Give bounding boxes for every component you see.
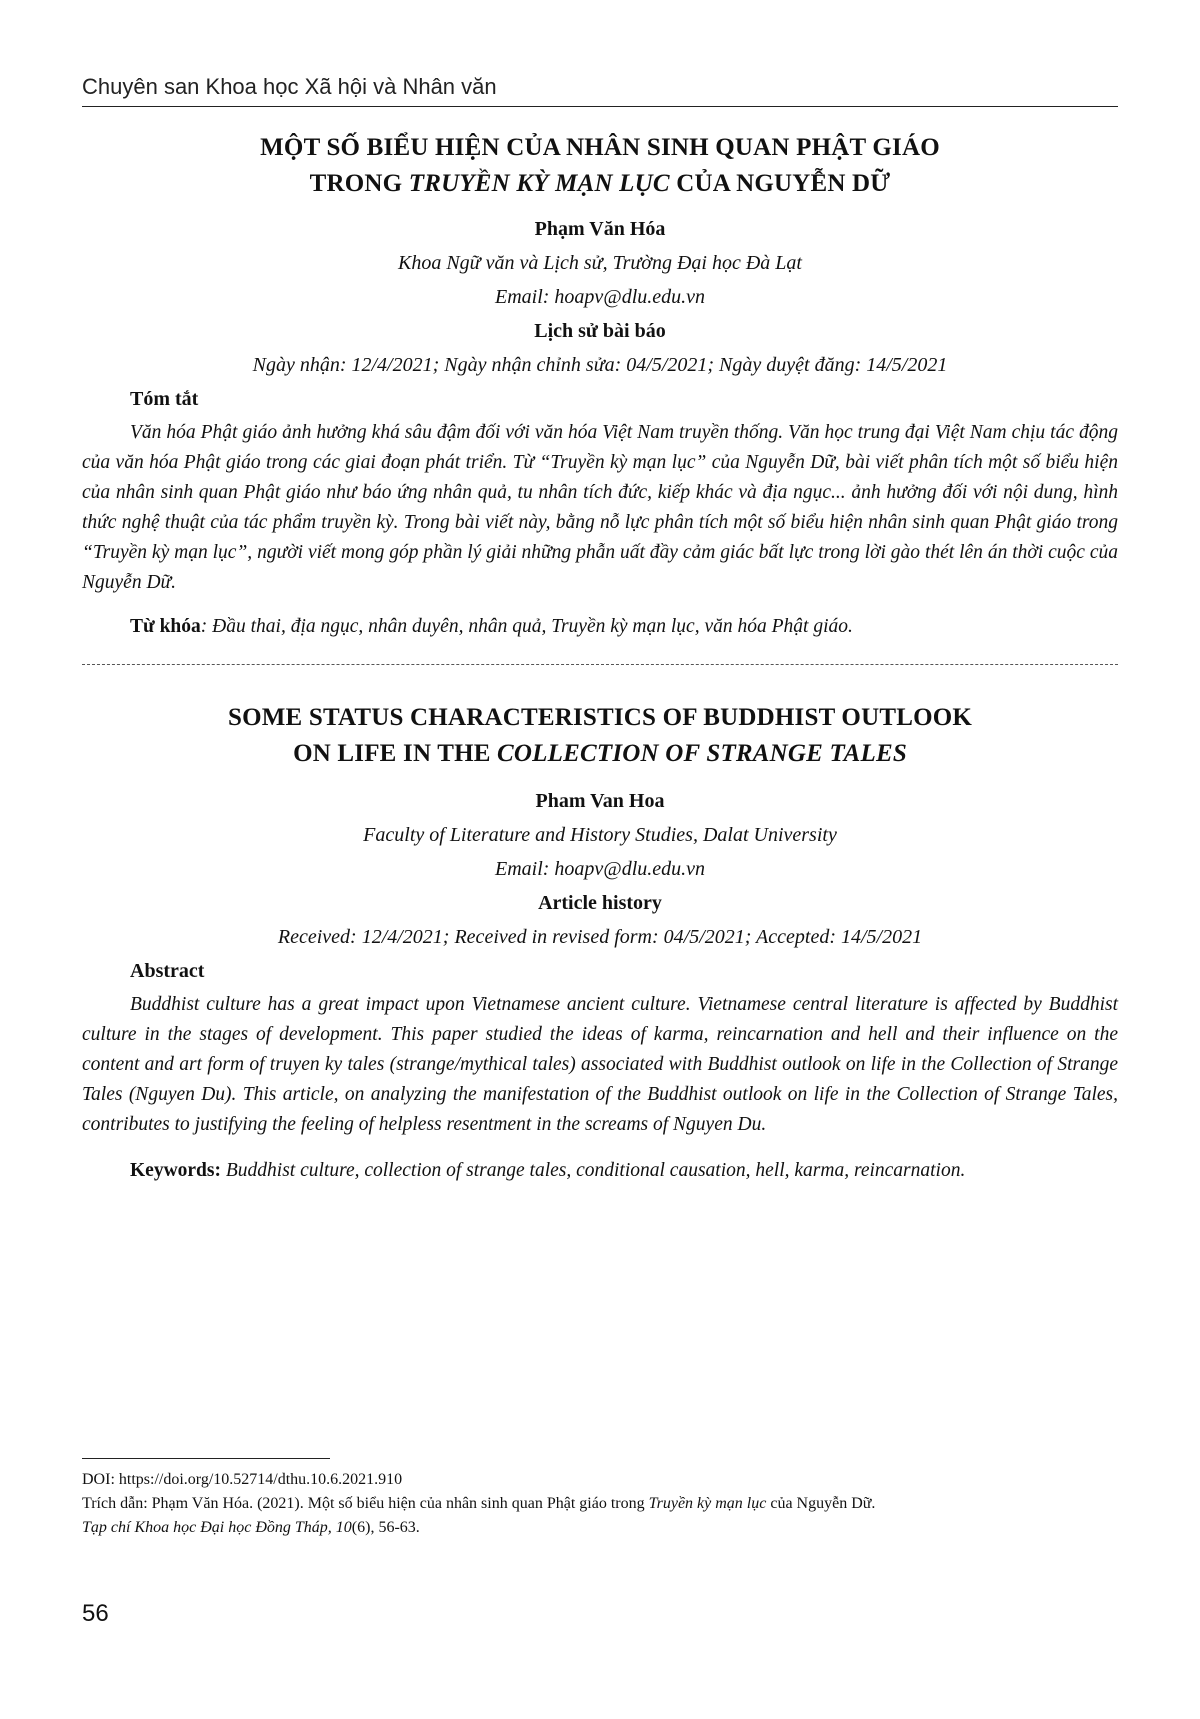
en-abstract	[82, 990, 1118, 1140]
footnote-rule	[82, 1458, 330, 1459]
cite-pre: Trích dẫn: Phạm Văn Hóa. (2021). Một số biểu hiện của nhân sinh quan Phật giáo trong	[82, 1495, 649, 1512]
vi-author: Phạm Văn Hóa	[534, 218, 666, 240]
vi-title-line2	[82, 166, 1118, 202]
vi-title-pre: TRONG	[309, 170, 409, 197]
en-abstract-text: Buddhist culture has a great impact upon Vietnamese ancient culture. Vietnamese central literature is affected by Buddhist culture in the stages of development. This paper studied the ideas of karma, reincarnation and hell and their influence on the content and art form of truyen ky tales (strange/mythical tales) associated with Buddhist outlook on life in the Collection of Strange Tales (Nguyen Du). This article, on analyzing the manifestation of the Buddhist outlook on life in the Collection of Strange Tales, contributes to justifying the feeling of helpless resentment in the screams of Nguyen Du.	[82, 994, 1118, 1135]
vi-keywords-text: : Đầu thai, địa ngục, nhân duyên, nhân quả, Truyền kỳ mạn lục, văn hóa Phật giáo.	[200, 616, 853, 637]
vi-keywords-label: Từ khóa	[130, 616, 201, 637]
en-title-pre: ON LIFE IN THE	[293, 740, 498, 767]
vi-history-label: Lịch sử bài báo	[534, 320, 666, 342]
header-rule	[82, 106, 1118, 107]
en-author: Pham Van Hoa	[535, 790, 665, 812]
en-title	[82, 700, 1118, 772]
footnote-citation	[82, 1492, 1118, 1516]
vi-title	[82, 130, 1118, 202]
section-divider	[82, 664, 1118, 665]
vi-dates: Ngày nhận: 12/4/2021; Ngày nhận chỉnh sửa: 04/5/2021; Ngày duyệt đăng: 14/5/2021	[252, 354, 948, 376]
en-title-line1: SOME STATUS CHARACTERISTICS OF BUDDHIST OUTLOOK	[227, 704, 973, 731]
en-keywords-text: Buddhist culture, collection of strange tales, conditional causation, hell, karma, reincarnation.	[221, 1160, 966, 1181]
vi-affiliation: Khoa Ngữ văn và Lịch sử, Trường Đại học Đà Lạt	[398, 252, 802, 274]
journal-name: Tạp chí Khoa học Đại học Đồng Tháp, 10	[82, 1519, 352, 1536]
cite-post: của Nguyễn Dữ.	[766, 1495, 876, 1512]
en-abstract-label: Abstract	[130, 960, 205, 982]
cite-work: Truyền kỳ mạn lục	[648, 1495, 767, 1512]
journal-post: (6), 56-63.	[351, 1519, 420, 1536]
en-keywords-label: Keywords:	[130, 1160, 221, 1181]
footnote-journal	[82, 1516, 1118, 1540]
vi-abstract-text: Văn hóa Phật giáo ảnh hưởng khá sâu đậm đối với văn hóa Việt Nam truyền thống. Văn học trung đại Việt Nam chịu tác động của văn hóa Phật giáo trong các giai đoạn phát triển. Từ “Truyền kỳ mạn lục” của Nguyễn Dữ, bài viết phân tích một số biểu hiện của nhân sinh quan Phật giáo như báo ứng nhân quả, tu nhân tích đức, kiếp khác và địa ngục... ảnh hưởng đối với nội dung, hình thức nghệ thuật của tác phẩm truyền kỳ. Trong bài viết này, bằng nỗ lực phân tích một số biểu hiện nhân sinh quan Phật giáo trong “Truyền kỳ mạn lục”, người viết mong góp phần lý giải những phẫn uất đầy cảm giác bất lực trong lời gào thét lên án thời cuộc của Nguyễn Dữ.	[82, 422, 1118, 593]
vi-abstract	[82, 418, 1118, 598]
vi-keywords	[82, 616, 1118, 638]
en-keywords	[82, 1160, 1118, 1182]
vi-title-post: CỦA NGUYỄN DỮ	[669, 170, 891, 197]
footnote-doi: DOI: https://doi.org/10.52714/dthu.10.6.2021.910	[82, 1471, 403, 1488]
vi-email: Email: hoapv@dlu.edu.vn	[494, 286, 706, 308]
en-affiliation: Faculty of Literature and History Studies, Dalat University	[363, 824, 837, 846]
running-header: Chuyên san Khoa học Xã hội và Nhân văn	[82, 74, 497, 99]
en-history-label: Article history	[538, 892, 662, 914]
en-title-work: COLLECTION OF STRANGE TALES	[497, 740, 907, 767]
en-title-line2	[82, 736, 1118, 772]
vi-title-line1: MỘT SỐ BIỂU HIỆN CỦA NHÂN SINH QUAN PHẬT GIÁO	[260, 134, 940, 161]
en-dates: Received: 12/4/2021; Received in revised form: 04/5/2021; Accepted: 14/5/2021	[277, 926, 923, 948]
vi-abstract-label: Tóm tắt	[130, 388, 199, 410]
vi-title-work: TRUYỀN KỲ MẠN LỤC	[408, 170, 670, 197]
en-email: Email: hoapv@dlu.edu.vn	[494, 858, 706, 880]
page-number: 56	[82, 1600, 109, 1627]
